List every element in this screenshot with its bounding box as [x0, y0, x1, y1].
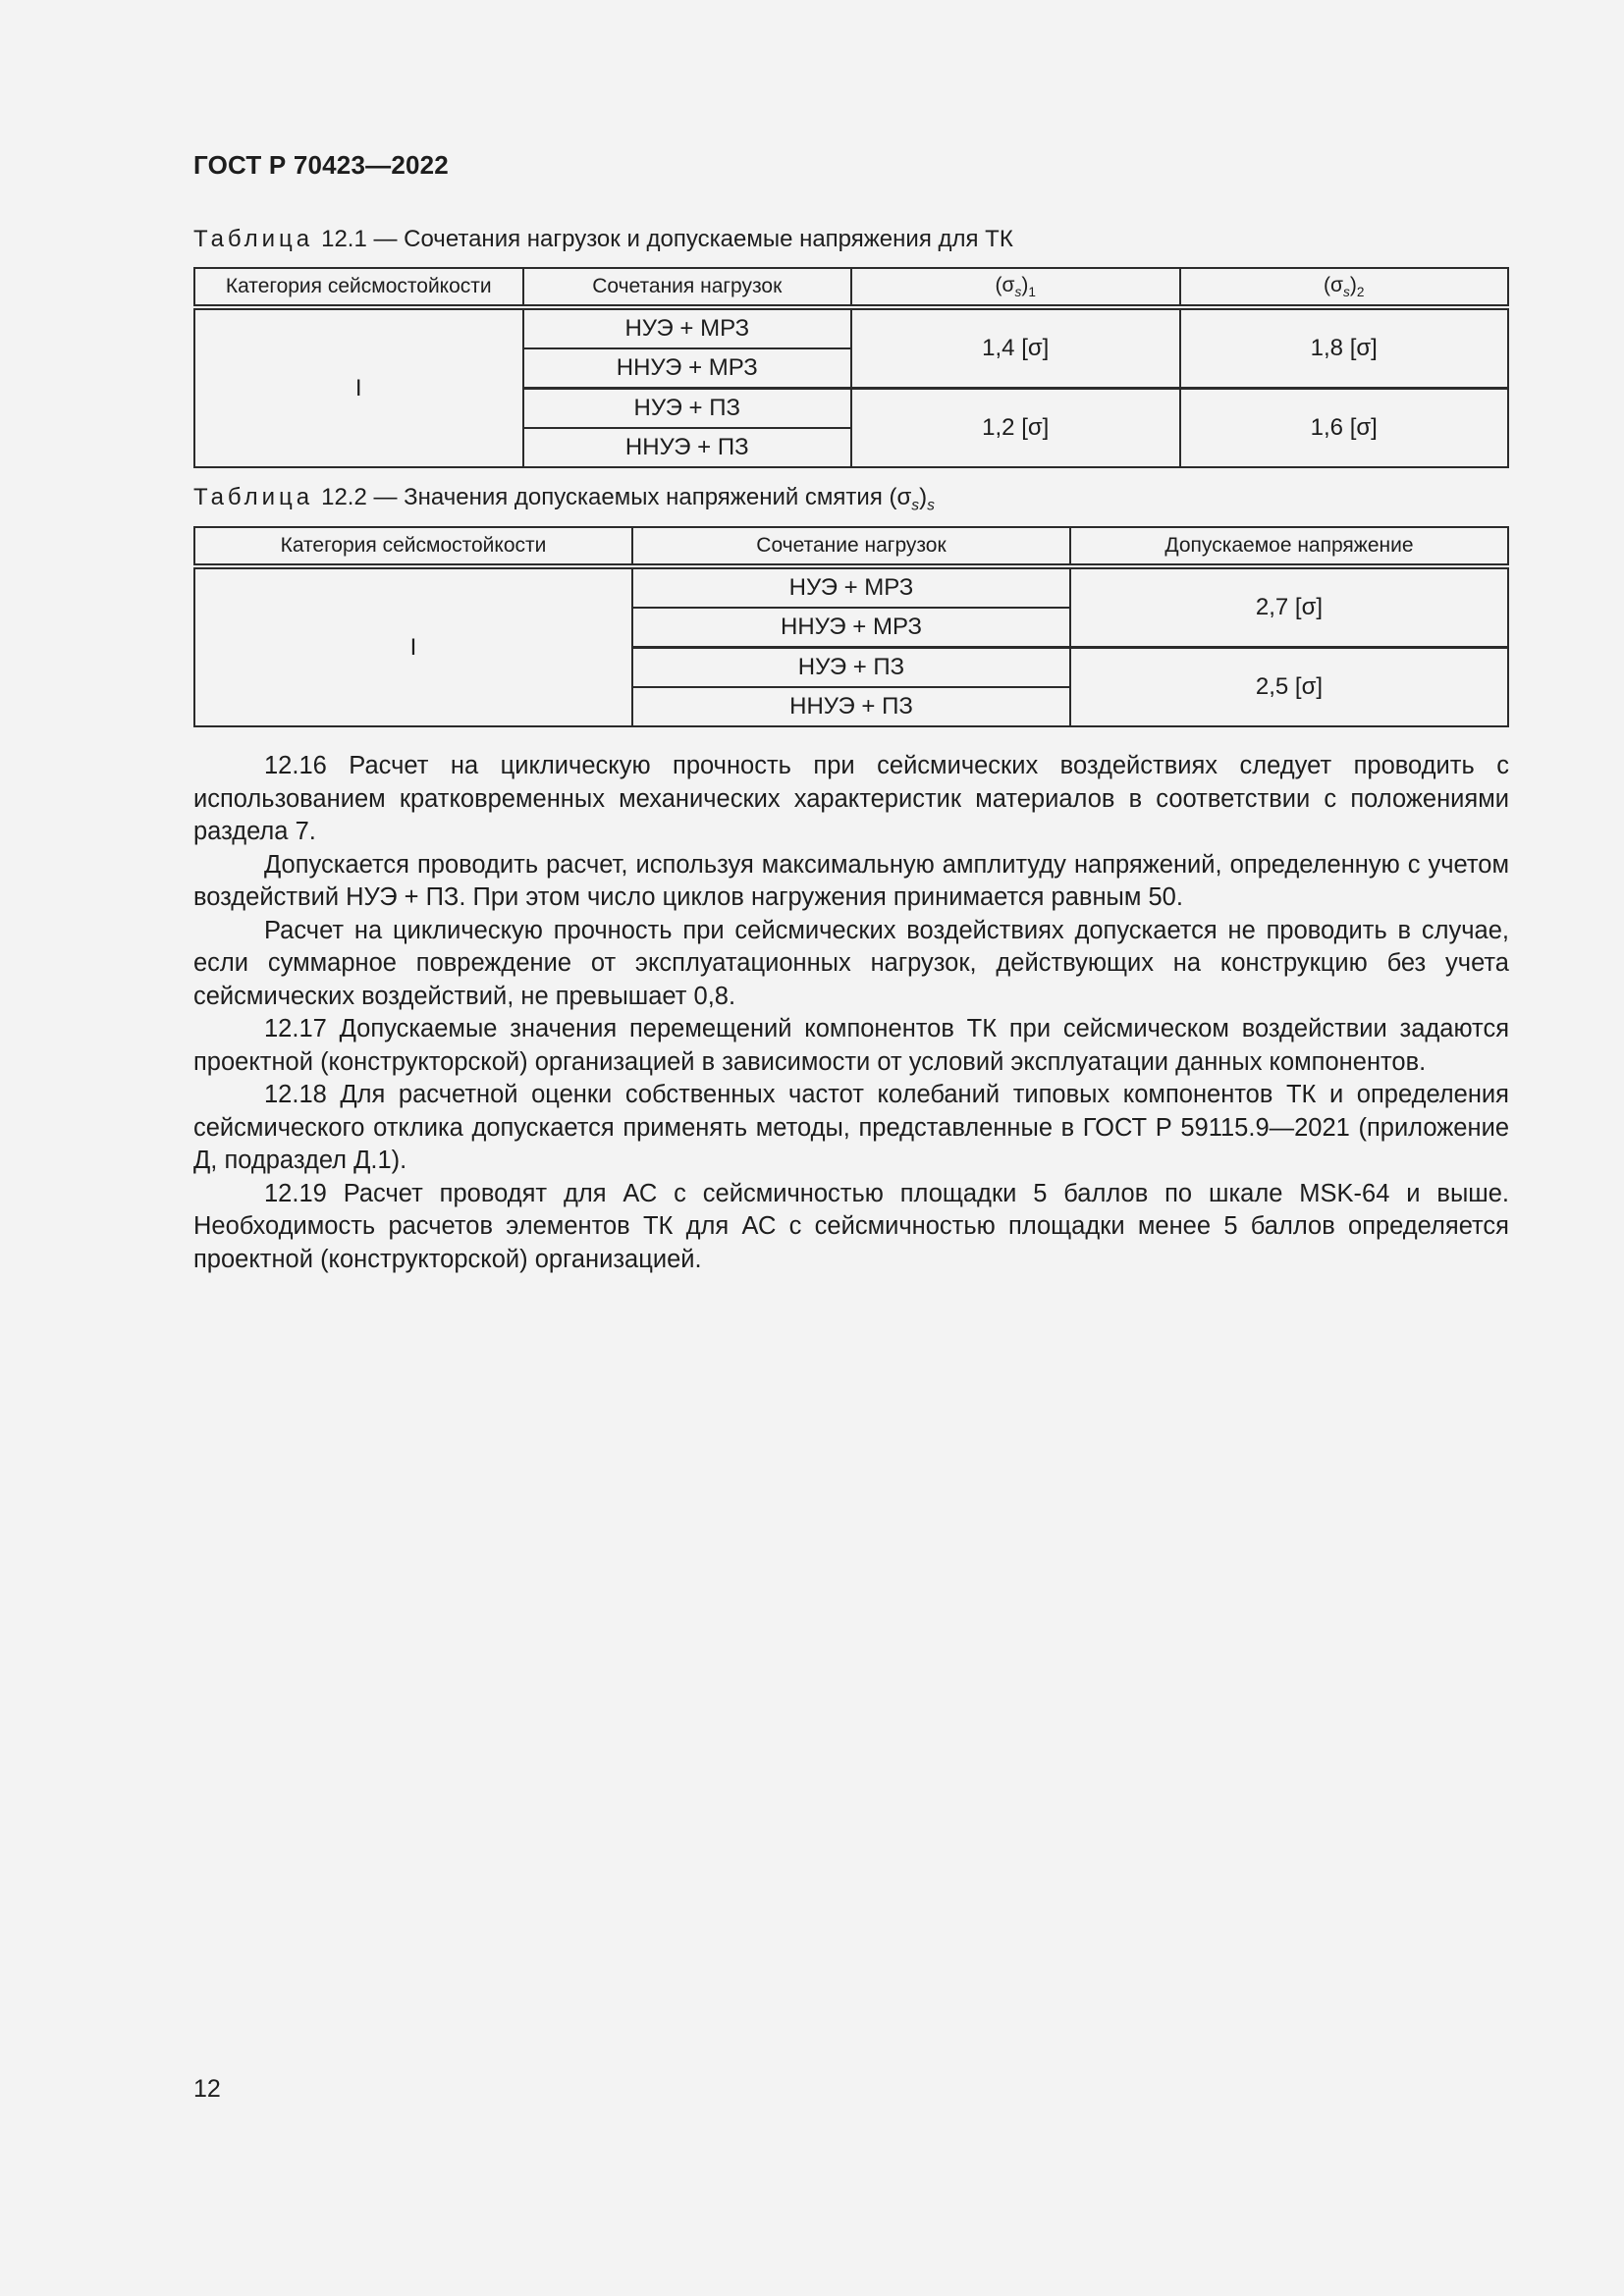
- table-1-header-sigma1: $(\sigma_s)_1$: [851, 268, 1180, 307]
- paragraph-12-19: 12.19 Расчет проводят для АС с сейсмичностью площадки 5 баллов по шкале MSK-64 и выше. Необходимость расчетов элементов ТК для АС с сейсмичностью площадки менее 5 баллов определяется проектной (конструкторской) организацией.: [193, 1179, 1509, 1273]
- table-2-allowed-cell: 2,5 [σ]: [1070, 648, 1508, 727]
- table-1-label: Таблица: [193, 226, 314, 252]
- paragraph-12-17: 12.17 Допускаемые значения перемещений компонентов ТК при сейсмическом воздействии задаются проектной (конструкторской) организацией в зависимости от условий эксплуатации данных компонентов.: [193, 1015, 1509, 1076]
- table-2-load-cell: ННУЭ + МРЗ: [632, 608, 1070, 648]
- table-1-caption: [193, 226, 1013, 253]
- table-2-header-loads: Сочетание нагрузок: [632, 527, 1070, 566]
- table-1-header-category: Категория сейсмостойкости: [194, 268, 523, 307]
- table-1-caption-text: 12.1 — Сочетания нагрузок и допускаемые напряжения для ТК: [321, 226, 1013, 252]
- table-2-label: Таблица: [193, 484, 314, 510]
- table-2: [193, 526, 1509, 727]
- table-2-header-category: Категория сейсмостойкости: [194, 527, 632, 566]
- table-2-header-allowed: Допускаемое напряжение: [1070, 527, 1508, 566]
- table-2-allowed-cell: 2,7 [σ]: [1070, 566, 1508, 648]
- table-2-caption-text: 12.2 — Значения допускаемых напряжений смятия (σ: [321, 484, 912, 510]
- table-1-sigma1-cell: 1,2 [σ]: [851, 389, 1180, 468]
- table-1-load-cell: ННУЭ + ПЗ: [523, 428, 852, 467]
- table-2-load-cell: НУЭ + ПЗ: [632, 648, 1070, 688]
- table-1-load-cell: ННУЭ + МРЗ: [523, 348, 852, 389]
- table-row: [194, 307, 1508, 348]
- body-text: [193, 750, 1509, 1276]
- table-2-load-cell: НУЭ + МРЗ: [632, 566, 1070, 608]
- table-1-sigma1-cell: 1,4 [σ]: [851, 307, 1180, 389]
- table-1-load-cell: НУЭ + ПЗ: [523, 389, 852, 429]
- document-header: ГОСТ Р 70423—2022: [193, 150, 449, 180]
- table-2-category-cell: I: [194, 566, 632, 726]
- table-1-sigma2-cell: 1,8 [σ]: [1180, 307, 1509, 389]
- paragraph-12-16-note-2: Расчет на циклическую прочность при сейсмических воздействиях допускается не проводить в случае, если суммарное повреждение от эксплуатационных нагрузок, действующих на конструкцию без учета сейсмических воздействий, не превышает 0,8.: [193, 916, 1509, 1010]
- page-number: 12: [193, 2075, 221, 2103]
- table-2-caption: Таблица 12.2 — Значения допускаемых напряжений смятия $(\sigma_s)_s$: [193, 484, 935, 514]
- paragraph-12-16-note-1: Допускается проводить расчет, используя максимальную амплитуду напряжений, определенную с учетом воздействий НУЭ + ПЗ. При этом число циклов нагружения принимается равным 50.: [193, 850, 1509, 911]
- table-1-header-sigma2: $(\sigma_s)_2$: [1180, 268, 1509, 307]
- table-1-category-cell: I: [194, 307, 523, 467]
- table-1-header-loads: Сочетания нагрузок: [523, 268, 852, 307]
- paragraph-12-18: 12.18 Для расчетной оценки собственных частот колебаний типовых компонентов ТК и определения сейсмического отклика допускается применять методы, представленные в ГОСТ Р 59115.9—2021 (приложение Д, подраздел Д.1).: [193, 1081, 1509, 1174]
- table-row: [194, 566, 1508, 608]
- table-1-sigma2-cell: 1,6 [σ]: [1180, 389, 1509, 468]
- paragraph-12-16: 12.16 Расчет на циклическую прочность при сейсмических воздействиях следует проводить с использованием кратковременных механических характеристик материалов в соответствии с положениями раздела 7.: [193, 752, 1509, 845]
- table-1: [193, 267, 1509, 468]
- table-1-load-cell: НУЭ + МРЗ: [523, 307, 852, 348]
- table-1-header-row: [194, 268, 1508, 307]
- table-2-load-cell: ННУЭ + ПЗ: [632, 687, 1070, 726]
- table-2-header-row: [194, 527, 1508, 566]
